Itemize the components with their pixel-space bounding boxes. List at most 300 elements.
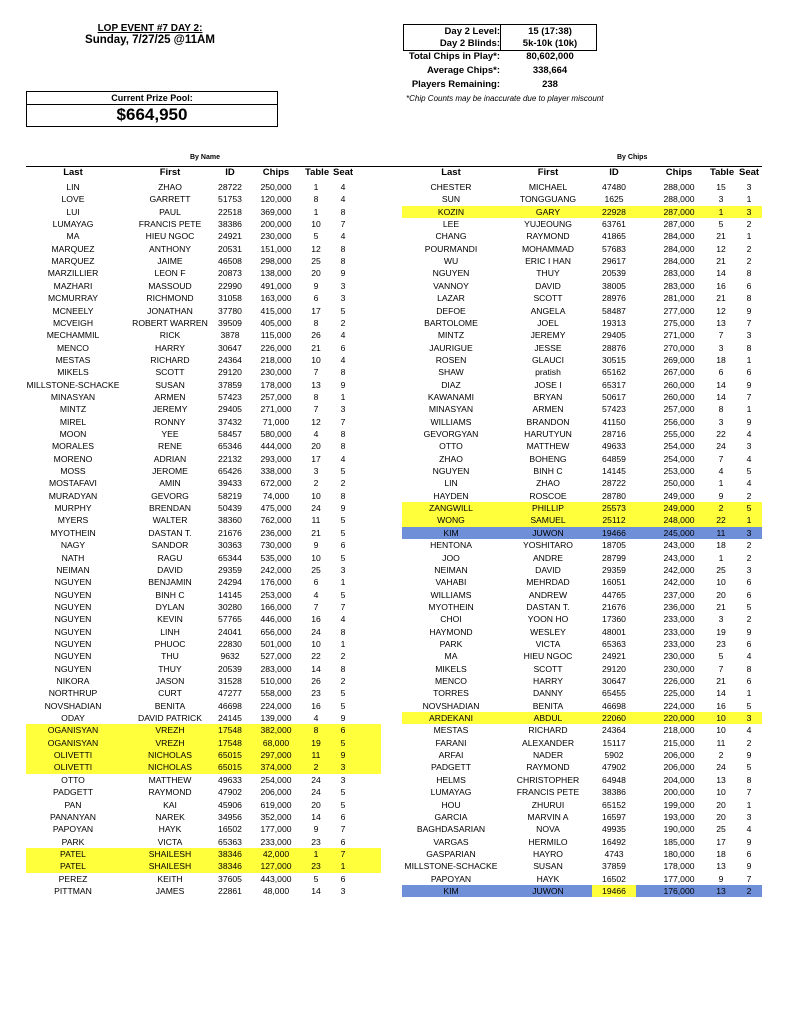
cell-first: LEON F [154, 268, 186, 279]
cell-seat: 2 [746, 256, 752, 267]
cell-first: SCOTT [533, 663, 563, 674]
cell-last: VAHABI [435, 577, 467, 588]
cell-chips: 250,000 [663, 478, 695, 489]
cell-last: FARANI [435, 737, 467, 748]
cell-chips: 672,000 [260, 478, 292, 489]
chip-count-note: *Chip Counts may be inaccurate due to player miscount [406, 94, 604, 103]
by-chips-row [0, 465, 791, 477]
cell-first: FRANCIS PETE [516, 787, 580, 798]
cell-first: RICHARD [150, 354, 190, 365]
cell-last: MURADYAN [48, 490, 98, 501]
cell-first: JUWON [532, 885, 564, 896]
cell-first: JASON [155, 676, 185, 686]
cell-last: MAZHARI [53, 280, 93, 291]
cell-last: MA [66, 231, 80, 242]
cell-chips: 288,000 [663, 182, 695, 192]
cell-last: CHESTER [430, 182, 472, 192]
cell-seat: 4 [746, 429, 752, 439]
cell-id: 20873 [218, 268, 242, 279]
cell-first: THUY [158, 663, 182, 674]
cell-seat: 7 [746, 317, 752, 328]
by-chips-row [0, 724, 791, 736]
cell-table: 10 [311, 638, 321, 649]
cell-last: MINASYAN [50, 391, 96, 402]
cell-chips: 297,000 [260, 750, 292, 761]
cell-chips: 762,000 [260, 515, 292, 526]
cell-id: 38346 [218, 861, 242, 872]
prize-pool-value: $664,950 [26, 104, 278, 127]
cell-table: 3 [313, 466, 319, 477]
cell-chips: 352,000 [260, 811, 292, 822]
cell-seat: 7 [746, 873, 752, 884]
players-remaining-value: 238 [542, 79, 558, 90]
cell-id: 37859 [218, 379, 242, 390]
cell-chips: 287,000 [663, 206, 695, 217]
cell-chips: 226,000 [663, 676, 695, 686]
cell-id: 37432 [218, 416, 242, 427]
cell-table: 14 [716, 391, 726, 402]
cell-chips: 178,000 [663, 861, 695, 872]
cell-first: JEROME [152, 466, 188, 477]
cell-last: NIKORA [56, 676, 90, 686]
cell-id: 1625 [604, 194, 624, 205]
by-name-header-id: ID [225, 167, 235, 178]
cell-id: 16051 [602, 577, 626, 588]
cell-last: POURMANDI [424, 243, 478, 254]
cell-last: MINTZ [59, 404, 87, 415]
cell-id: 24921 [218, 231, 242, 242]
cell-last: PAPOYAN [430, 873, 472, 884]
cell-id: 28876 [602, 342, 626, 353]
by-chips-row [0, 428, 791, 440]
cell-seat: 5 [340, 515, 346, 526]
cell-id: 64948 [602, 774, 626, 785]
cell-first: pratish [535, 367, 561, 378]
by-name-header-seat: Seat [333, 167, 354, 178]
cell-seat: 7 [340, 601, 346, 612]
cell-first: NICHOLAS [148, 762, 192, 773]
cell-id: 22861 [218, 885, 242, 896]
cell-last: MIKELS [57, 367, 89, 378]
cell-chips: 233,000 [260, 836, 292, 847]
cell-seat: 4 [340, 453, 346, 464]
cell-table: 11 [716, 737, 726, 748]
cell-table: 7 [313, 601, 319, 612]
cell-last: OTTO [439, 441, 463, 452]
by-chips-header-chips: Chips [665, 167, 693, 178]
cell-last: ODAY [61, 713, 85, 724]
cell-table: 9 [718, 490, 724, 501]
by-chips-row [0, 663, 791, 675]
cell-last: MIKELS [435, 663, 467, 674]
cell-last: MENCO [435, 676, 467, 686]
cell-table: 17 [311, 453, 321, 464]
cell-first: FRANCIS PETE [138, 219, 202, 230]
cell-seat: 9 [746, 379, 752, 390]
cell-table: 21 [716, 256, 726, 267]
cell-id: 29405 [602, 330, 626, 341]
cell-chips: 115,000 [260, 330, 292, 341]
cell-last: MA [444, 651, 458, 662]
cell-chips: 527,000 [260, 651, 292, 662]
cell-id: 38386 [218, 219, 242, 230]
cell-seat: 4 [746, 725, 752, 736]
cell-table: 22 [716, 515, 726, 526]
cell-first: BRANDON [526, 416, 570, 427]
cell-first: ERIC I HAN [525, 256, 571, 267]
cell-first: JOEL [537, 317, 559, 328]
cell-chips: 185,000 [663, 836, 695, 847]
by-chips-row [0, 737, 791, 749]
cell-seat: 8 [746, 342, 752, 353]
cell-seat: 5 [746, 762, 752, 773]
cell-last: CHANG [435, 231, 467, 242]
cell-last: PADGETT [431, 762, 471, 773]
cell-chips: 138,000 [260, 268, 292, 279]
cell-last: GASPARIAN [426, 848, 476, 859]
cell-table: 1 [313, 182, 319, 192]
cell-last: PEREZ [58, 873, 88, 884]
cell-chips: 242,000 [260, 564, 292, 575]
cell-first: DANNY [532, 688, 564, 699]
cell-chips: 277,000 [663, 305, 695, 316]
cell-first: MATTHEW [526, 441, 570, 452]
cell-chips: 225,000 [663, 688, 695, 699]
cell-chips: 242,000 [663, 577, 695, 588]
cell-last: GEVORGYAN [423, 429, 479, 439]
by-chips-row [0, 836, 791, 848]
cell-seat: 2 [746, 614, 752, 625]
by-chips-row [0, 329, 791, 341]
cell-table: 3 [718, 194, 724, 205]
cell-first: NOVA [536, 824, 560, 835]
cell-seat: 4 [340, 354, 346, 365]
by-chips-row [0, 885, 791, 897]
cell-id: 58487 [602, 305, 626, 316]
cell-id: 65317 [602, 379, 626, 390]
cell-table: 18 [716, 540, 726, 551]
cell-seat: 9 [746, 626, 752, 637]
cell-table: 8 [313, 194, 319, 205]
cell-table: 14 [311, 663, 321, 674]
cell-chips: 267,000 [663, 367, 695, 378]
by-chips-row [0, 860, 791, 872]
cell-first: RAYMOND [526, 762, 570, 773]
cell-table: 13 [311, 379, 321, 390]
by-chips-row [0, 181, 791, 193]
cell-last: NGUYEN [432, 268, 470, 279]
cell-seat: 9 [746, 750, 752, 761]
cell-table: 6 [313, 293, 319, 304]
cell-id: 29359 [602, 564, 626, 575]
cell-table: 24 [311, 626, 321, 637]
event-title: LOP EVENT #7 DAY 2: [97, 23, 203, 34]
cell-chips: 287,000 [663, 219, 695, 230]
cell-chips: 257,000 [663, 404, 695, 415]
cell-chips: 443,000 [260, 873, 292, 884]
cell-first: SCOTT [155, 367, 185, 378]
cell-first: PAUL [159, 206, 181, 217]
average-chips-value: 338,664 [532, 65, 568, 76]
cell-seat: 3 [746, 713, 752, 724]
cell-table: 9 [313, 540, 319, 551]
cell-id: 5902 [604, 750, 624, 761]
cell-last: ARDEKANI [429, 713, 473, 724]
cell-seat: 6 [746, 638, 752, 649]
cell-chips: 180,000 [663, 848, 695, 859]
by-chips-row [0, 354, 791, 366]
cell-id: 65152 [602, 799, 626, 810]
cell-seat: 5 [746, 700, 752, 711]
cell-seat: 4 [340, 194, 346, 205]
cell-table: 10 [311, 354, 321, 365]
cell-table: 26 [311, 330, 321, 341]
by-chips-row [0, 811, 791, 823]
cell-table: 12 [716, 243, 726, 254]
cell-table: 9 [718, 873, 724, 884]
cell-chips: 298,000 [260, 256, 292, 267]
by-chips-header-table: Table [710, 167, 735, 178]
cell-last: KAWANAMI [427, 391, 475, 402]
cell-last: NGUYEN [54, 651, 92, 662]
cell-chips: 369,000 [260, 206, 292, 217]
by-chips-row [0, 589, 791, 601]
cell-chips: 656,000 [260, 626, 292, 637]
cell-seat: 5 [340, 552, 346, 563]
cell-table: 16 [716, 280, 726, 291]
cell-table: 14 [716, 268, 726, 279]
cell-table: 25 [311, 256, 321, 267]
cell-chips: 220,000 [663, 713, 695, 724]
by-chips-row [0, 514, 791, 526]
by-chips-row [0, 564, 791, 576]
cell-chips: 233,000 [663, 614, 695, 625]
cell-id: 19466 [602, 885, 626, 896]
cell-seat: 9 [746, 836, 752, 847]
cell-id: 28780 [602, 490, 626, 501]
cell-last: MINTZ [437, 330, 465, 341]
cell-first: ANTHONY [148, 243, 192, 254]
by-chips-row [0, 391, 791, 403]
cell-last: MARQUEZ [51, 256, 95, 267]
cell-first: SCOTT [533, 293, 563, 304]
cell-chips: 253,000 [663, 466, 695, 477]
cell-id: 30647 [602, 676, 626, 686]
by-chips-row [0, 416, 791, 428]
by-chips-row [0, 366, 791, 378]
cell-last: LIN [66, 182, 80, 192]
cell-id: 38005 [602, 280, 626, 291]
cell-first: RONNY [154, 416, 186, 427]
cell-table: 7 [718, 330, 724, 341]
cell-id: 50439 [218, 503, 242, 514]
cell-id: 17548 [218, 737, 242, 748]
cell-chips: 338,000 [260, 466, 292, 477]
cell-last: NGUYEN [54, 614, 92, 625]
cell-id: 64859 [602, 453, 626, 464]
cell-table: 4 [313, 713, 319, 724]
cell-id: 15117 [602, 737, 626, 748]
cell-table: 2 [718, 503, 724, 514]
cell-table: 25 [716, 824, 726, 835]
cell-seat: 3 [746, 441, 752, 452]
cell-table: 11 [311, 515, 321, 526]
cell-last: WILLIAMS [430, 589, 472, 600]
cell-chips: 71,000 [262, 416, 290, 427]
cell-chips: 42,000 [262, 848, 290, 859]
cell-table: 8 [718, 404, 724, 415]
cell-seat: 3 [340, 293, 346, 304]
cell-chips: 127,000 [260, 861, 292, 872]
cell-table: 4 [313, 589, 319, 600]
total-chips-value: 80,602,000 [526, 51, 574, 62]
cell-first: BRYAN [533, 391, 563, 402]
cell-seat: 2 [746, 737, 752, 748]
cell-seat: 9 [340, 379, 346, 390]
cell-first: JEREMY [530, 330, 566, 341]
cell-id: 65346 [218, 441, 242, 452]
cell-id: 17548 [218, 725, 242, 736]
cell-table: 13 [716, 885, 726, 896]
cell-chips: 230,000 [260, 367, 292, 378]
by-chips-row [0, 255, 791, 267]
cell-chips: 224,000 [260, 700, 292, 711]
cell-chips: 218,000 [260, 354, 292, 365]
cell-table: 21 [311, 527, 321, 538]
cell-chips: 218,000 [663, 725, 695, 736]
cell-last: NAGY [60, 540, 86, 551]
by-chips-row [0, 317, 791, 329]
cell-id: 28716 [602, 429, 626, 439]
cell-last: HENTONA [430, 540, 472, 551]
cell-first: HIEU NGOC [145, 231, 195, 242]
cell-table: 12 [311, 243, 321, 254]
cell-first: GEVORG [151, 490, 189, 501]
cell-table: 16 [311, 614, 321, 625]
cell-last: NGUYEN [54, 626, 92, 637]
cell-last: OLIVETTI [53, 762, 93, 773]
cell-last: WONG [437, 515, 465, 526]
cell-first: AMIN [159, 478, 181, 489]
cell-seat: 9 [340, 750, 346, 761]
cell-seat: 5 [340, 466, 346, 477]
cell-chips: 284,000 [663, 256, 695, 267]
cell-chips: 237,000 [663, 589, 695, 600]
cell-first: RAYMOND [148, 787, 192, 798]
cell-seat: 3 [340, 885, 346, 896]
cell-last: JAURIGUE [429, 342, 473, 353]
cell-id: 31058 [218, 293, 242, 304]
cell-chips: 249,000 [663, 490, 695, 501]
cell-chips: 243,000 [663, 540, 695, 551]
by-chips-row [0, 453, 791, 465]
cell-table: 16 [311, 700, 321, 711]
cell-table: 24 [311, 503, 321, 514]
cell-chips: 200,000 [260, 219, 292, 230]
by-chips-row [0, 218, 791, 230]
cell-table: 7 [313, 404, 319, 415]
cell-chips: 260,000 [663, 379, 695, 390]
cell-id: 24145 [218, 713, 242, 724]
cell-table: 25 [311, 564, 321, 575]
by-chips-row [0, 675, 791, 687]
cell-seat: 6 [340, 725, 346, 736]
cell-table: 6 [718, 367, 724, 378]
cell-id: 24364 [602, 725, 626, 736]
cell-table: 4 [313, 429, 319, 439]
cell-last: CHOI [440, 614, 462, 625]
by-chips-row [0, 576, 791, 588]
cell-seat: 6 [746, 848, 752, 859]
cell-last: SHAW [438, 367, 464, 378]
by-chips-row [0, 379, 791, 391]
by-chips-row [0, 823, 791, 835]
cell-id: 39433 [218, 478, 242, 489]
cell-id: 19313 [602, 317, 626, 328]
cell-table: 10 [716, 713, 726, 724]
cell-chips: 730,000 [260, 540, 292, 551]
cell-table: 12 [311, 416, 321, 427]
cell-first: GARY [535, 206, 561, 217]
cell-table: 20 [716, 811, 726, 822]
cell-table: 23 [716, 638, 726, 649]
cell-seat: 3 [340, 762, 346, 773]
cell-first: RICHARD [528, 725, 568, 736]
cell-last: MENCO [57, 342, 89, 353]
cell-seat: 2 [746, 552, 752, 563]
cell-seat: 5 [340, 799, 346, 810]
cell-chips: 206,000 [663, 762, 695, 773]
cell-id: 14145 [602, 466, 626, 477]
cell-chips: 245,000 [663, 527, 695, 538]
section-label-by-name: By Name [190, 154, 220, 161]
cell-id: 20539 [218, 663, 242, 674]
cell-chips: 151,000 [260, 243, 292, 254]
average-chips-label: Average Chips*: [426, 65, 500, 76]
cell-id: 45906 [218, 799, 242, 810]
cell-seat: 9 [340, 268, 346, 279]
by-chips-row [0, 626, 791, 638]
cell-first: HAYK [536, 873, 560, 884]
cell-seat: 3 [340, 564, 346, 575]
cell-seat: 4 [340, 614, 346, 625]
cell-table: 2 [313, 762, 319, 773]
cell-seat: 8 [340, 441, 346, 452]
cell-seat: 6 [746, 577, 752, 588]
cell-seat: 6 [340, 811, 346, 822]
cell-chips: 233,000 [663, 638, 695, 649]
cell-chips: 193,000 [663, 811, 695, 822]
cell-chips: 260,000 [663, 391, 695, 402]
cell-seat: 1 [340, 391, 346, 402]
cell-first: KEVIN [157, 614, 183, 625]
cell-id: 22060 [602, 713, 626, 724]
cell-table: 10 [311, 490, 321, 501]
cell-first: JUWON [532, 527, 564, 538]
cell-id: 16597 [602, 811, 626, 822]
cell-first: VREZH [155, 725, 185, 736]
cell-chips: 275,000 [663, 317, 695, 328]
cell-last: MOSTAFAVI [49, 478, 97, 489]
cell-seat: 9 [746, 861, 752, 872]
cell-last: NORTHRUP [48, 688, 98, 699]
cell-table: 2 [313, 478, 319, 489]
cell-seat: 2 [746, 219, 752, 230]
cell-last: MARQUEZ [51, 243, 95, 254]
by-chips-row [0, 403, 791, 415]
cell-chips: 619,000 [260, 799, 292, 810]
by-name-header-last: Last [63, 167, 83, 178]
